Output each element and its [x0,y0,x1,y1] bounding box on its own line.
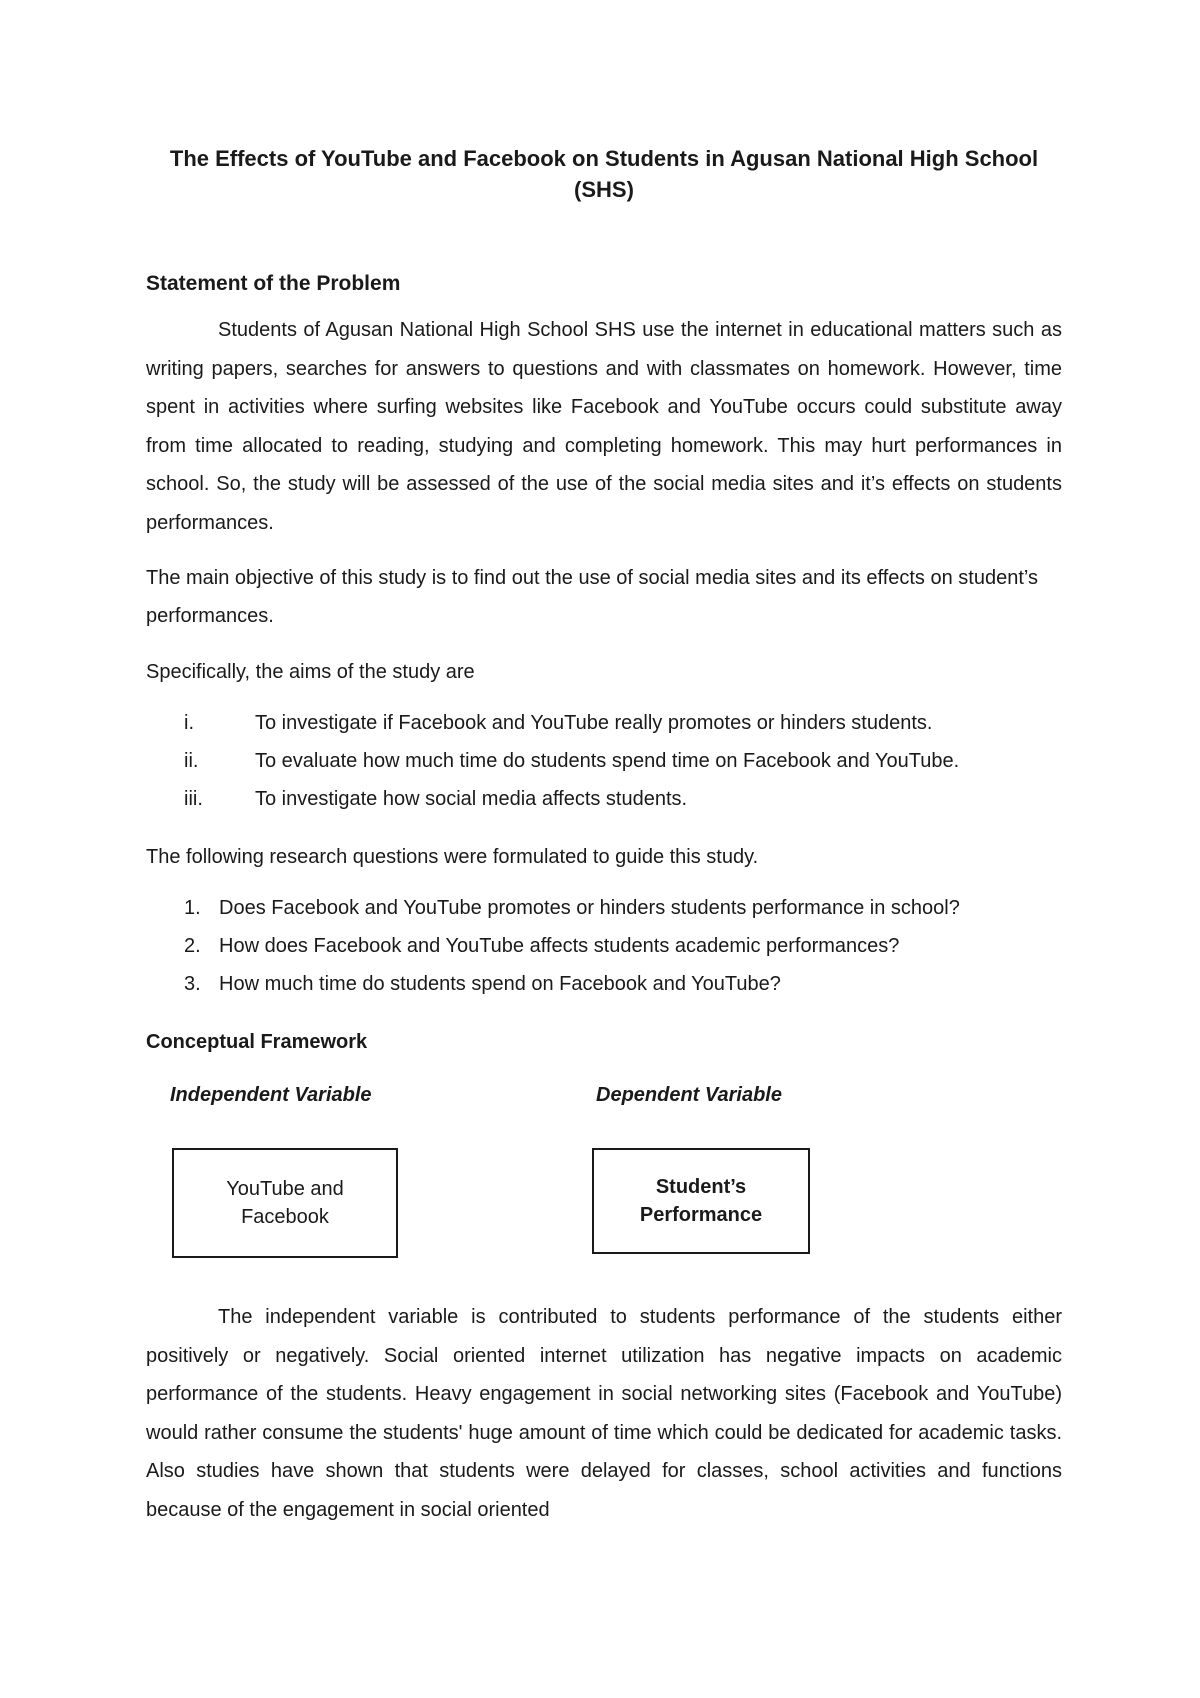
aims-intro: Specifically, the aims of the study are [146,661,475,683]
list-marker: 2. [184,935,201,957]
objective-paragraph: The main objective of this study is to find out the use of social media sites and its effects on student’s performances. [146,567,1038,627]
independent-box-line: YouTube and [226,1178,344,1200]
dependent-box-line: Performance [639,1204,763,1226]
list-item-text: To investigate if Facebook and YouTube really promotes or hinders students. [255,712,933,734]
list-item [146,747,1062,785]
independent-variable-box [172,1148,398,1258]
closing-paragraph: The independent variable is contributed to students performance of the students either positively or negatively. Social oriented internet utilization has negative impacts on academic performance of the students. Heavy engagement in social networking sites (Facebook and YouTube) would rather consume the students' huge amount of time which could be dedicated for academic tasks. Also studies have shown that students were delayed for classes, school activities and functions because of the engagement in social oriented [146,1306,1062,1521]
list-item-text: Does Facebook and YouTube promotes or hinders students performance in school? [219,897,960,919]
statement-heading: Statement of the Problem [146,272,401,295]
list-item [146,970,1062,1008]
list-item [146,932,1062,970]
dependent-box-line: Student’s [655,1176,747,1198]
dependent-variable-box [592,1148,810,1254]
list-item-text: How does Facebook and YouTube affects students academic performances? [219,935,900,957]
list-item [146,709,1062,747]
list-marker: i. [184,712,194,734]
list-item-text: How much time do students spend on Facebook and YouTube? [219,973,781,995]
questions-list [146,894,1062,1008]
independent-variable-label: Independent Variable [170,1084,372,1106]
list-marker: 3. [184,973,201,995]
questions-intro: The following research questions were formulated to guide this study. [146,846,759,868]
list-item [146,894,1062,932]
list-marker: 1. [184,897,201,919]
aims-list [146,709,1062,823]
independent-box-line: Facebook [241,1206,329,1228]
document-title: The Effects of YouTube and Facebook on Students in Agusan National High School (SHS) [169,146,1039,202]
statement-paragraph: Students of Agusan National High School SHS use the internet in educational matters such as writing papers, searches for answers to questions and with classmates on homework. However, time spent in activities where surfing websites like Facebook and YouTube occurs could substitute away from time allocated to reading, studying and completing homework. This may hurt performances in school. So, the study will be assessed of the use of the social media sites and it’s effects on students performances. [146,319,1062,534]
list-item [146,785,1062,823]
list-marker: ii. [184,750,199,772]
list-item-text: To evaluate how much time do students spend time on Facebook and YouTube. [255,750,960,772]
list-marker: iii. [184,788,203,810]
dependent-variable-text [640,1173,762,1229]
list-item-text: To investigate how social media affects students. [255,788,688,810]
independent-variable-text [226,1175,344,1231]
dependent-variable-label: Dependent Variable [596,1084,782,1106]
framework-heading: Conceptual Framework [146,1031,368,1053]
